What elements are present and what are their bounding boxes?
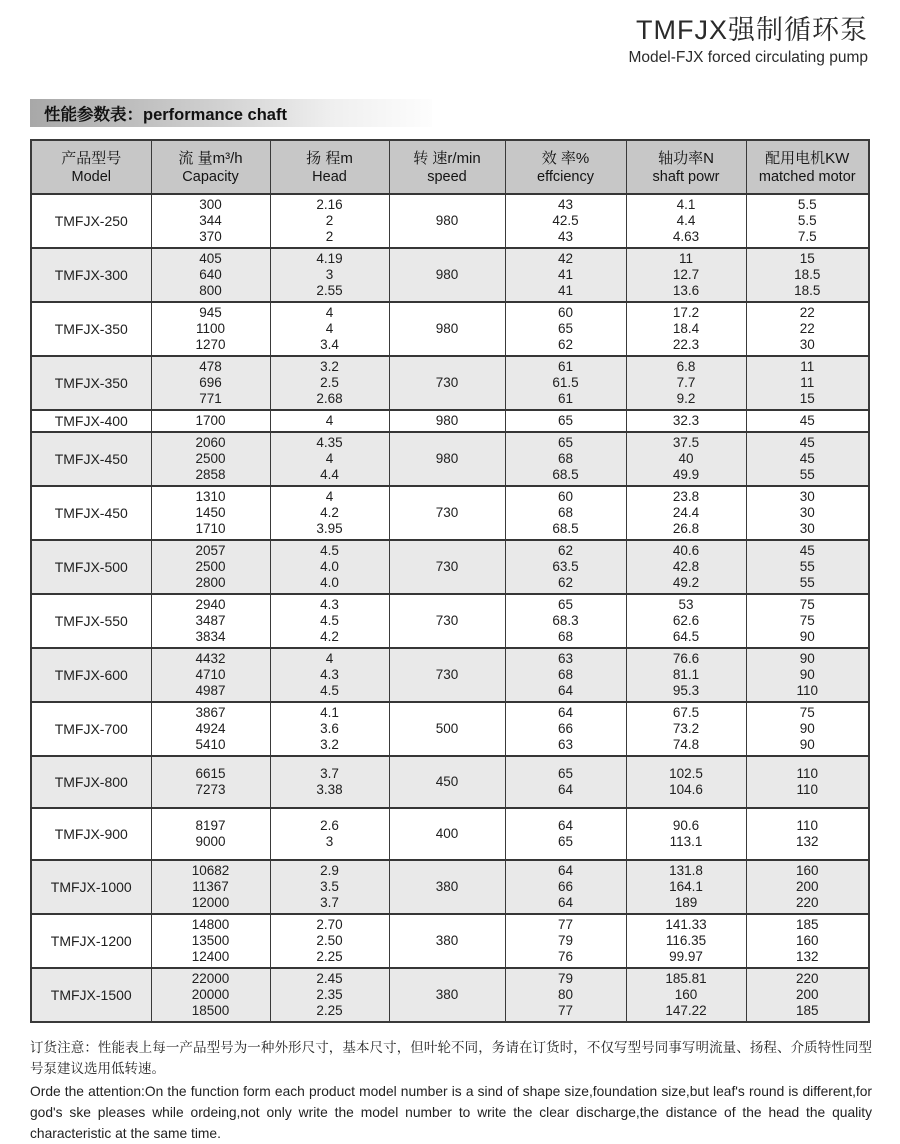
- cell-efficiency: 64 66 64: [505, 860, 626, 914]
- cell-speed: 980: [389, 194, 505, 248]
- col-header-model: [31, 140, 151, 194]
- cell-efficiency: 42 41 41: [505, 248, 626, 302]
- cell-motor: 110 132: [746, 808, 869, 860]
- cell-speed: 980: [389, 410, 505, 432]
- col-header-speed: [389, 140, 505, 194]
- col-header-speed-zh: 转 速r/min: [413, 149, 481, 167]
- cell-head: 2.70 2.50 2.25: [270, 914, 389, 968]
- cell-capacity: 405 640 800: [151, 248, 270, 302]
- cell-efficiency: 65 64: [505, 756, 626, 808]
- cell-shaft-power: 141.33 116.35 99.97: [626, 914, 746, 968]
- cell-motor: 160 200 220: [746, 860, 869, 914]
- cell-capacity: 2060 2500 2858: [151, 432, 270, 486]
- table-header-row: [31, 140, 869, 194]
- cell-shaft-power: 90.6 113.1: [626, 808, 746, 860]
- cell-shaft-power: 53 62.6 64.5: [626, 594, 746, 648]
- cell-shaft-power: 76.6 81.1 95.3: [626, 648, 746, 702]
- table-row: [31, 356, 869, 410]
- table-row: [31, 432, 869, 486]
- cell-capacity: 2057 2500 2800: [151, 540, 270, 594]
- cell-motor: 220 200 185: [746, 968, 869, 1022]
- col-header-capacity: [151, 140, 270, 194]
- cell-capacity: 8197 9000: [151, 808, 270, 860]
- cell-speed: 380: [389, 860, 505, 914]
- table-row: [31, 194, 869, 248]
- cell-shaft-power: 4.1 4.4 4.63: [626, 194, 746, 248]
- table-body: [31, 194, 869, 1022]
- col-header-matched-motor-zh: 配用电机KW: [765, 149, 850, 167]
- cell-head: 4 4.3 4.5: [270, 648, 389, 702]
- cell-head: 4: [270, 410, 389, 432]
- cell-efficiency: 63 68 64: [505, 648, 626, 702]
- cell-head: 3.7 3.38: [270, 756, 389, 808]
- table-row: [31, 756, 869, 808]
- col-header-matched-motor: [746, 140, 869, 194]
- cell-model: TMFJX-1000: [31, 860, 151, 914]
- table-row: [31, 410, 869, 432]
- cell-model: TMFJX-700: [31, 702, 151, 756]
- cell-capacity: 1310 1450 1710: [151, 486, 270, 540]
- cell-shaft-power: 23.8 24.4 26.8: [626, 486, 746, 540]
- cell-head: 4.3 4.5 4.2: [270, 594, 389, 648]
- title-block: [30, 6, 868, 67]
- cell-speed: 730: [389, 486, 505, 540]
- cell-shaft-power: 17.2 18.4 22.3: [626, 302, 746, 356]
- cell-shaft-power: 185.81 160 147.22: [626, 968, 746, 1022]
- cell-model: TMFJX-400: [31, 410, 151, 432]
- cell-motor: 11 11 15: [746, 356, 869, 410]
- cell-capacity: 22000 20000 18500: [151, 968, 270, 1022]
- cell-shaft-power: 67.5 73.2 74.8: [626, 702, 746, 756]
- cell-speed: 500: [389, 702, 505, 756]
- cell-model: TMFJX-350: [31, 356, 151, 410]
- cell-speed: 730: [389, 648, 505, 702]
- col-header-head-zh: 扬 程m: [306, 149, 353, 167]
- col-header-shaft-power-en: shaft powr: [652, 168, 720, 185]
- cell-speed: 400: [389, 808, 505, 860]
- cell-speed: 380: [389, 914, 505, 968]
- table-row: [31, 914, 869, 968]
- order-notes: [30, 1037, 872, 1144]
- col-header-capacity-zh: 流 量m³/h: [178, 149, 243, 167]
- col-header-model-en: Model: [71, 168, 111, 185]
- col-header-efficiency-en: effciency: [537, 168, 594, 185]
- cell-head: 2.9 3.5 3.7: [270, 860, 389, 914]
- cell-model: TMFJX-1200: [31, 914, 151, 968]
- cell-shaft-power: 32.3: [626, 410, 746, 432]
- cell-speed: 380: [389, 968, 505, 1022]
- cell-efficiency: 60 65 62: [505, 302, 626, 356]
- cell-model: TMFJX-450: [31, 486, 151, 540]
- cell-motor: 75 90 90: [746, 702, 869, 756]
- table-row: [31, 968, 869, 1022]
- cell-capacity: 6615 7273: [151, 756, 270, 808]
- section-header-bar: [30, 99, 432, 127]
- col-header-efficiency-zh: 效 率%: [541, 149, 590, 167]
- section-header-label: 性能参数表：performance chaft: [44, 106, 287, 124]
- cell-head: 4.35 4 4.4: [270, 432, 389, 486]
- cell-model: TMFJX-800: [31, 756, 151, 808]
- cell-head: 4.19 3 2.55: [270, 248, 389, 302]
- cell-model: TMFJX-500: [31, 540, 151, 594]
- cell-motor: 45 55 55: [746, 540, 869, 594]
- cell-head: 2.16 2 2: [270, 194, 389, 248]
- cell-motor: 185 160 132: [746, 914, 869, 968]
- cell-efficiency: 60 68 68.5: [505, 486, 626, 540]
- table-row: [31, 540, 869, 594]
- order-notes-en: Orde the attention:On the function form each product model number is a sind of shape size,foundation size,but leaf's round is different,for god's ske pleases while ordeing,not only write the model number to write the clear discharge,the distance of the head the quality characteristic at the same time.: [30, 1084, 872, 1141]
- cell-head: 4 4 3.4: [270, 302, 389, 356]
- col-header-speed-en: speed: [427, 168, 467, 185]
- cell-model: TMFJX-600: [31, 648, 151, 702]
- col-header-head: [270, 140, 389, 194]
- cell-head: 4.1 3.6 3.2: [270, 702, 389, 756]
- cell-shaft-power: 6.8 7.7 9.2: [626, 356, 746, 410]
- page-title-en: Model-FJX forced circulating pump: [628, 49, 868, 66]
- cell-model: TMFJX-350: [31, 302, 151, 356]
- cell-head: 4.5 4.0 4.0: [270, 540, 389, 594]
- cell-motor: 5.5 5.5 7.5: [746, 194, 869, 248]
- cell-motor: 30 30 30: [746, 486, 869, 540]
- cell-motor: 15 18.5 18.5: [746, 248, 869, 302]
- cell-capacity: 945 1100 1270: [151, 302, 270, 356]
- cell-speed: 730: [389, 356, 505, 410]
- cell-efficiency: 77 79 76: [505, 914, 626, 968]
- cell-head: 2.45 2.35 2.25: [270, 968, 389, 1022]
- table-row: [31, 648, 869, 702]
- order-notes-zh: 订货注意：性能表上每一产品型号为一种外形尺寸，基本尺寸，但叶轮不同，务请在订货时，不仅写型号同事写明流量、扬程、介质特性同型号泵建议选用低转速。: [30, 1040, 872, 1076]
- cell-efficiency: 65 68 68.5: [505, 432, 626, 486]
- cell-speed: 980: [389, 432, 505, 486]
- cell-head: 3.2 2.5 2.68: [270, 356, 389, 410]
- cell-motor: 45 45 55: [746, 432, 869, 486]
- table-row: [31, 302, 869, 356]
- table-row: [31, 860, 869, 914]
- cell-motor: 90 90 110: [746, 648, 869, 702]
- cell-efficiency: 62 63.5 62: [505, 540, 626, 594]
- performance-table: [30, 139, 870, 1023]
- cell-efficiency: 79 80 77: [505, 968, 626, 1022]
- cell-efficiency: 64 65: [505, 808, 626, 860]
- cell-motor: 45: [746, 410, 869, 432]
- col-header-shaft-power-zh: 轴功率N: [658, 149, 714, 167]
- cell-motor: 22 22 30: [746, 302, 869, 356]
- cell-model: TMFJX-250: [31, 194, 151, 248]
- table-row: [31, 594, 869, 648]
- cell-shaft-power: 37.5 40 49.9: [626, 432, 746, 486]
- cell-speed: 730: [389, 540, 505, 594]
- cell-capacity: 478 696 771: [151, 356, 270, 410]
- cell-efficiency: 64 66 63: [505, 702, 626, 756]
- cell-model: TMFJX-550: [31, 594, 151, 648]
- cell-shaft-power: 102.5 104.6: [626, 756, 746, 808]
- table-row: [31, 248, 869, 302]
- cell-capacity: 300 344 370: [151, 194, 270, 248]
- cell-efficiency: 65 68.3 68: [505, 594, 626, 648]
- cell-model: TMFJX-300: [31, 248, 151, 302]
- cell-model: TMFJX-900: [31, 808, 151, 860]
- cell-shaft-power: 40.6 42.8 49.2: [626, 540, 746, 594]
- cell-efficiency: 65: [505, 410, 626, 432]
- cell-speed: 980: [389, 302, 505, 356]
- cell-speed: 730: [389, 594, 505, 648]
- cell-capacity: 1700: [151, 410, 270, 432]
- cell-shaft-power: 11 12.7 13.6: [626, 248, 746, 302]
- cell-efficiency: 43 42.5 43: [505, 194, 626, 248]
- cell-capacity: 14800 13500 12400: [151, 914, 270, 968]
- col-header-efficiency: [505, 140, 626, 194]
- cell-efficiency: 61 61.5 61: [505, 356, 626, 410]
- col-header-head-en: Head: [312, 168, 347, 185]
- cell-head: 2.6 3: [270, 808, 389, 860]
- cell-model: TMFJX-450: [31, 432, 151, 486]
- table-header: [31, 140, 869, 194]
- col-header-model-zh: 产品型号: [61, 149, 122, 167]
- cell-speed: 450: [389, 756, 505, 808]
- table-row: [31, 486, 869, 540]
- cell-head: 4 4.2 3.95: [270, 486, 389, 540]
- page-title-zh: TMFJX强制循环泵: [636, 15, 868, 45]
- cell-shaft-power: 131.8 164.1 189: [626, 860, 746, 914]
- cell-capacity: 10682 11367 12000: [151, 860, 270, 914]
- cell-model: TMFJX-1500: [31, 968, 151, 1022]
- cell-speed: 980: [389, 248, 505, 302]
- cell-capacity: 4432 4710 4987: [151, 648, 270, 702]
- cell-capacity: 2940 3487 3834: [151, 594, 270, 648]
- col-header-capacity-en: Capacity: [182, 168, 239, 185]
- col-header-matched-motor-en: matched motor: [758, 168, 856, 185]
- col-header-shaft-power: [626, 140, 746, 194]
- cell-motor: 75 75 90: [746, 594, 869, 648]
- cell-capacity: 3867 4924 5410: [151, 702, 270, 756]
- table-row: [31, 702, 869, 756]
- cell-motor: 110 110: [746, 756, 869, 808]
- table-row: [31, 808, 869, 860]
